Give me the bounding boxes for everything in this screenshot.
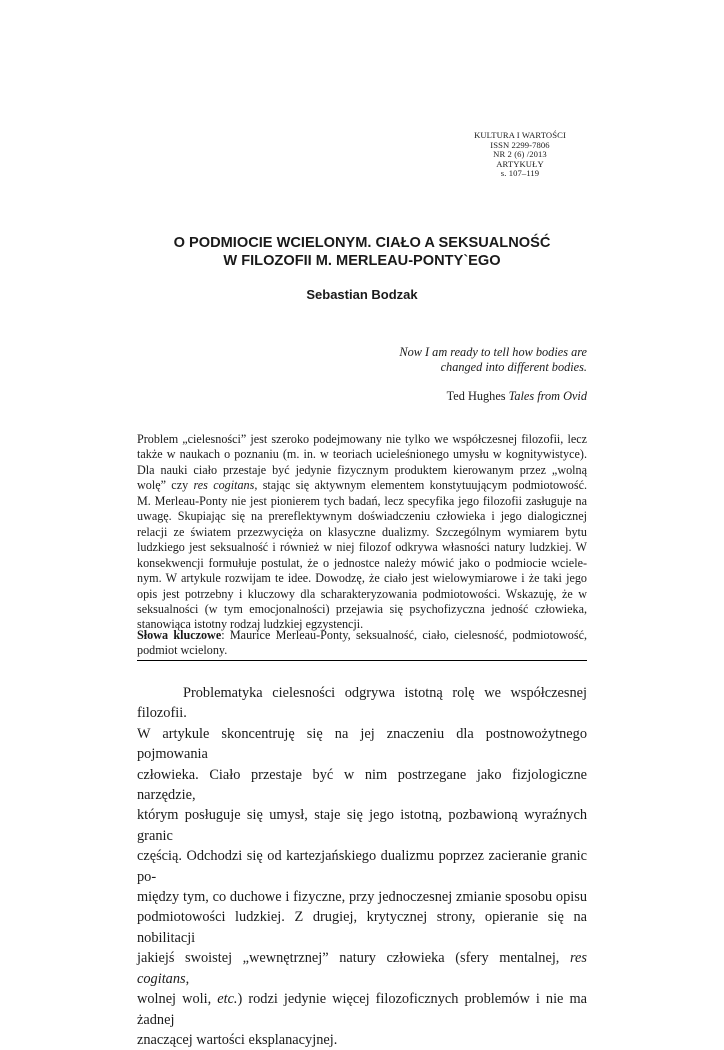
abstract-line-rest: , stając się aktywnym elementem konstytuującym podmiotowość. bbox=[254, 478, 588, 493]
abstract-line: także w naukach o poznaniu (m. in. w teoriach ucieleśnionego umysłu w kognitywistyce). bbox=[137, 447, 587, 462]
abstract-line: seksualności (w tym emocjonalności) przejawia się psychofizyczna jedność człowieka, bbox=[137, 601, 587, 616]
article-title bbox=[100, 234, 624, 270]
abstract-line: ludzkiego jest seksualność i również w niej filozof odkrywa własności natury ludzkiej. W bbox=[137, 540, 587, 555]
abstract-line-start: wolę” czy bbox=[137, 478, 194, 493]
abstract-line-mixed bbox=[137, 478, 587, 493]
abstract-line: opis jest potrzebny i kluczowy dla scharakteryzowania podmiotowości. Wskazuję, że w bbox=[137, 586, 587, 601]
body-text-fragment: , bbox=[185, 970, 190, 987]
epigraph-source-title: Tales from Ovid bbox=[508, 388, 587, 403]
body-line: podmiotowości ludzkiej. Z drugiej, krytycznej strony, opieranie się na nobilitacji bbox=[137, 909, 587, 946]
keywords-line-1 bbox=[137, 628, 587, 643]
keywords bbox=[137, 628, 587, 659]
abstract-italic-term: res cogitans bbox=[193, 478, 255, 493]
abstract-line: konsekwencji formułuje postulat, że o jednostce należy mówić jako o podmiocie wciele- bbox=[137, 555, 587, 570]
body-line: między tym, co duchowe i fizyczne, przy jednoczesnej zmianie sposobu opisu bbox=[137, 889, 587, 906]
abstract-line: Problem „cielesności” jest szeroko podejmowany nie tylko we współczesnej filozofii, lecz bbox=[137, 432, 587, 446]
body-italic-term: etc. bbox=[217, 991, 238, 1008]
abstract-line: Dla nauki ciało przestaje być jedynie fizycznym produktem kierowanym przez „wolną bbox=[137, 462, 587, 477]
body-line: W artykule skoncentruję się na jej znaczeniu dla postnowożytnego pojmowania bbox=[137, 725, 587, 763]
body-text-fragment: jakiejś swoistej „wewnętrznej” natury człowieka (sfery mentalnej, bbox=[137, 950, 570, 967]
author-name: Sebastian Bodzak bbox=[306, 287, 418, 302]
abstract-line: relacji ze światem przezwycięża on klasyczne dualizmy. Szczególnym wymiarem bytu bbox=[137, 524, 587, 539]
abstract-line: stanowiąca istotny rodzaj ludzkiej egzystencji. bbox=[137, 617, 364, 632]
abstract-line: M. Merleau-Ponty nie jest pionierem tych badań, lecz specyfika jego filozofii zasługuje na bbox=[137, 493, 587, 508]
journal-issue: NR 2 (6) /2013 bbox=[493, 149, 547, 160]
section-divider bbox=[137, 660, 587, 661]
body-text-fragment: ) rodzi jedynie więcej filozoficznych problemów i nie ma żadnej bbox=[137, 991, 587, 1028]
epigraph-source bbox=[287, 389, 587, 404]
keywords-line-2: podmiot wcielony. bbox=[137, 643, 228, 658]
journal-name: KULTURA I WARTOŚCI bbox=[474, 130, 566, 140]
keywords-label: Słowa kluczowe bbox=[137, 628, 222, 642]
body-line: Problematyka cielesności odgrywa istotną rolę we współczesnej filozofii. bbox=[137, 685, 587, 722]
journal-pages: s. 107–119 bbox=[500, 168, 540, 179]
title-line-2: W FILOZOFII M. MERLEAU-PONTY`EGO bbox=[223, 253, 501, 269]
keywords-list: : Maurice Merleau-Ponty, seksualność, ciało, cielesność, podmiotowość, bbox=[221, 628, 587, 642]
title-line-1: O PODMIOCIE WCIELONYM. CIAŁO A SEKSUALNOŚĆ bbox=[173, 235, 551, 251]
epigraph-quote-line-1: Now I am ready to tell how bodies are bbox=[399, 345, 587, 359]
epigraph bbox=[287, 345, 587, 404]
body-line: którym posługuje się umysł, staje się jego istotną, pozbawioną wyraźnych granic bbox=[137, 807, 587, 844]
journal-issn: ISSN 2299-7806 bbox=[490, 139, 550, 150]
body-line-mixed bbox=[137, 948, 587, 989]
body-line: człowieka. Ciało przestaje być w nim postrzegane jako fizjologiczne narzędzie, bbox=[137, 766, 587, 804]
abstract-line: uwagę. Skupiając się na prereflektywnym doświadczeniu człowieka i jego dialogicznej bbox=[137, 509, 587, 524]
body-line: częścią. Odchodzi się od kartezjańskiego dualizmu poprzez zacieranie granic po- bbox=[137, 848, 587, 885]
body-text-fragment: wolnej woli, bbox=[137, 991, 218, 1008]
body-italic-term: res cogitans bbox=[137, 950, 587, 987]
journal-info bbox=[430, 131, 610, 179]
abstract bbox=[137, 432, 587, 633]
epigraph-source-author: Ted Hughes bbox=[446, 388, 506, 403]
body-paragraph bbox=[137, 683, 587, 1050]
epigraph-quote-line-2: changed into different bodies. bbox=[440, 360, 587, 375]
abstract-line: nym. W artykule rozwijam te idee. Dowodzę, że ciało jest wielowymiarowe i że taki jego bbox=[137, 571, 587, 586]
body-line: znaczącej wartości eksplanacyjnej. bbox=[137, 1031, 338, 1048]
journal-section: ARTYKUŁY bbox=[496, 158, 544, 169]
